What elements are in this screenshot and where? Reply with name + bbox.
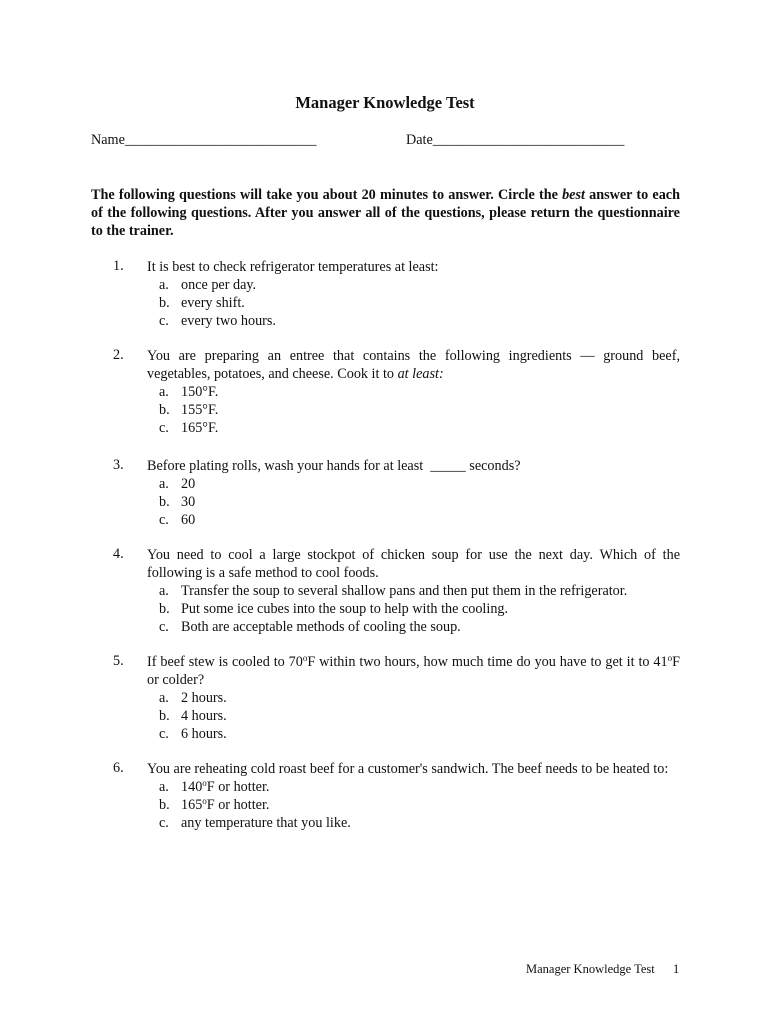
- instructions-text-2: answer to each of the following questions. After you answer all of the questions, please return the questionnaire to the trainer.: [91, 187, 680, 239]
- option-text-post: F or hotter.: [206, 779, 270, 795]
- option-text: 30: [181, 494, 196, 510]
- question-text-main: You are preparing an entree that contains the following ingredients — ground beef, vegetables, potatoes, and cheese. Cook it to: [147, 348, 680, 382]
- answer-option-a[interactable]: [159, 276, 680, 294]
- option-letter: a.: [159, 779, 169, 795]
- option-text: 20: [181, 476, 196, 492]
- option-text: every shift.: [181, 295, 245, 311]
- option-letter: b.: [159, 402, 170, 418]
- option-text: any temperature that you like.: [181, 815, 351, 831]
- option-text: 155°F.: [181, 402, 219, 418]
- option-text: 6 hours.: [181, 726, 227, 742]
- question-number: 2.: [113, 347, 124, 363]
- option-text: 150°F.: [181, 384, 219, 400]
- question-2: [91, 347, 680, 437]
- option-letter: b.: [159, 295, 170, 311]
- question-text: Before plating rolls, wash your hands for at least _____ seconds?: [147, 458, 521, 474]
- answer-option-a[interactable]: [159, 582, 680, 600]
- answer-option-c[interactable]: [159, 725, 680, 743]
- answer-option-c[interactable]: [159, 814, 680, 832]
- option-letter: c.: [159, 313, 169, 329]
- option-text: Put some ice cubes into the soup to help with the cooling.: [181, 601, 509, 617]
- option-text: once per day.: [181, 277, 257, 293]
- question-text: You are reheating cold roast beef for a customer's sandwich. The beef needs to be heated to:: [147, 761, 669, 777]
- degree-superscript: o: [302, 653, 308, 663]
- option-letter: c.: [159, 420, 169, 436]
- answer-option-b[interactable]: [159, 401, 680, 419]
- question-text-part-a: If beef stew is cooled to 70: [147, 654, 303, 670]
- option-text: Transfer the soup to several shallow pans and then put them in the refrigerator.: [181, 583, 628, 599]
- question-text-part-c: F or colder?: [147, 654, 680, 688]
- page-number: 1: [673, 962, 680, 976]
- option-letter: c.: [159, 726, 169, 742]
- question-text-emphasis: at least:: [397, 366, 444, 382]
- answer-option-c[interactable]: [159, 511, 680, 529]
- answer-option-c[interactable]: [159, 419, 680, 437]
- option-letter: c.: [159, 619, 169, 635]
- question-6: [91, 760, 680, 832]
- instructions-text-1: The following questions will take you about 20 minutes to answer. Circle the: [91, 187, 563, 203]
- answer-option-b[interactable]: [159, 707, 680, 725]
- question-number: 1.: [113, 258, 124, 274]
- option-letter: a.: [159, 384, 169, 400]
- option-letter: a.: [159, 277, 169, 293]
- question-text: You need to cool a large stockpot of chicken soup for use the next day. Which of the following is a safe method to cool foods.: [147, 547, 680, 581]
- question-text-part-b: F within two hours, how much time do you have to get it to 41: [307, 654, 668, 670]
- option-letter: b.: [159, 797, 170, 813]
- option-text: 4 hours.: [181, 708, 227, 724]
- option-text: Both are acceptable methods of cooling the soup.: [181, 619, 461, 635]
- answer-option-a[interactable]: [159, 778, 680, 796]
- question-text: It is best to check refrigerator temperatures at least:: [147, 259, 439, 275]
- option-text: 60: [181, 512, 196, 528]
- page-title: Manager Knowledge Test: [295, 93, 475, 112]
- date-field[interactable]: Date___________________________: [406, 132, 625, 148]
- option-text-pre: 165: [181, 797, 203, 813]
- option-letter: a.: [159, 690, 169, 706]
- answer-option-c[interactable]: [159, 618, 680, 636]
- option-letter: b.: [159, 494, 170, 510]
- option-text: 2 hours.: [181, 690, 227, 706]
- question-number: 6.: [113, 760, 124, 776]
- option-letter: a.: [159, 476, 169, 492]
- option-letter: b.: [159, 601, 170, 617]
- question-text: [147, 653, 680, 689]
- footer-label: Manager Knowledge Test: [526, 962, 655, 976]
- question-3: [91, 457, 680, 529]
- answer-option-b[interactable]: [159, 493, 680, 511]
- question-text: [147, 347, 680, 383]
- question-number: 3.: [113, 457, 124, 473]
- answer-option-a[interactable]: [159, 689, 680, 707]
- option-text: 165°F.: [181, 420, 219, 436]
- option-text-pre: 140: [181, 779, 203, 795]
- instructions-emphasis: best: [562, 187, 585, 203]
- degree-superscript: o: [667, 653, 673, 663]
- answer-option-b[interactable]: [159, 294, 680, 312]
- option-letter: c.: [159, 815, 169, 831]
- instructions: [91, 186, 680, 240]
- question-1: [91, 258, 680, 330]
- option-text: every two hours.: [181, 313, 276, 329]
- answer-option-a[interactable]: [159, 475, 680, 493]
- question-number: 4.: [113, 546, 124, 562]
- answer-option-b[interactable]: [159, 796, 680, 814]
- answer-option-a[interactable]: [159, 383, 680, 401]
- option-letter: b.: [159, 708, 170, 724]
- name-field[interactable]: Name___________________________: [91, 132, 317, 148]
- question-number: 5.: [113, 653, 124, 669]
- option-letter: c.: [159, 512, 169, 528]
- degree-superscript: o: [202, 778, 207, 788]
- option-text-post: F or hotter.: [206, 797, 270, 813]
- option-letter: a.: [159, 583, 169, 599]
- answer-option-b[interactable]: [159, 600, 680, 618]
- question-4: [91, 546, 680, 636]
- answer-option-c[interactable]: [159, 312, 680, 330]
- question-5: [91, 653, 680, 743]
- degree-superscript: o: [202, 796, 207, 806]
